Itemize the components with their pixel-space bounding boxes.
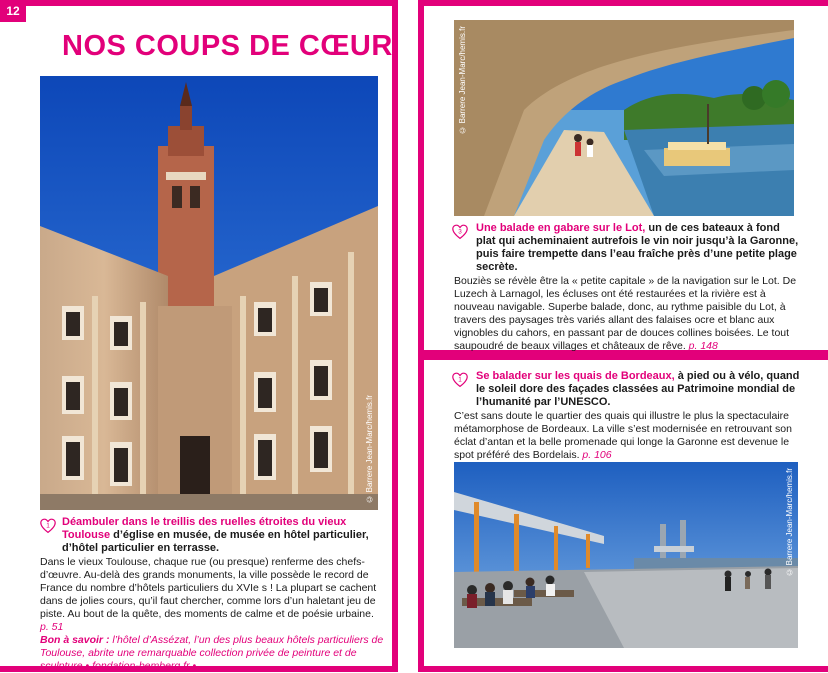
bordeaux-body-text: C’est sans doute le quartier des quais qui illustre le plus la spectaculaire métamorphose de Bordeaux. La ville s’est modernisée en retrouvant son éclat d’antan et la belle promenade qui longe la Garonne est devenue le spot préféré des Bordelais.	[454, 410, 792, 461]
lot-photo-credit: © Barrere Jean-Marc/hemis.fr	[458, 26, 467, 135]
bordeaux-item-number: 1	[458, 376, 462, 384]
item-body	[40, 556, 385, 634]
right-page	[418, 0, 828, 672]
page-number: 12	[0, 0, 26, 22]
bordeaux-quays-photo	[454, 462, 798, 648]
bordeaux-body	[454, 410, 802, 462]
toulouse-hotel-photo	[40, 76, 378, 510]
page-title: NOS COUPS DE CŒUR	[62, 30, 393, 62]
bon-a-savoir-label: Bon à savoir :	[40, 634, 110, 646]
spread-gutter	[398, 0, 418, 672]
bon-a-savoir	[40, 634, 385, 673]
item-lead-rest: d’église en musée, de musée en hôtel particulier, d’hôtel particulier en terrasse.	[62, 529, 369, 554]
coup-de-coeur-item	[40, 516, 385, 673]
bon-a-savoir-text: l’hôtel d’Assézat, l’un des plus beaux hôtels particuliers de Toulouse, abrite une remarquable collection privée de peinture et de sculpture • fondation-bemberg.fr •	[40, 634, 384, 672]
lot-card	[418, 0, 828, 356]
lot-lead	[476, 222, 802, 274]
bordeaux-quays-illustration	[454, 462, 798, 648]
photo-credit: © Barrere Jean-Marc/hemis.fr	[365, 395, 374, 504]
bordeaux-lead-highlight: Se balader sur les quais de Bordeaux,	[476, 370, 675, 382]
bordeaux-lead-rest: à pied ou à vélo, quand le soleil dore des façades classées au Patrimoine mondial de l’humanité par l’UNESCO.	[476, 370, 800, 408]
left-page	[0, 0, 398, 672]
item-body-text: Dans le vieux Toulouse, chaque rue (ou presque) renferme des chefs-d’œuvre. Au-delà des grands monuments, la ville possède le record de France du nombre d’hôtels particuliers du XVIe s ! La plupart se cachent dans de jolies cours, qu’il faut chercher, comme lors d’un haletant jeu de piste. Au bout de la quête, des moments de calme et de poésie urbaine.	[40, 556, 377, 620]
item-number: 1	[46, 522, 50, 530]
bordeaux-photo-credit: © Barrere Jean-Marc/hemis.fr	[785, 468, 794, 577]
lot-item	[454, 222, 802, 353]
lot-body	[454, 275, 802, 353]
lot-lead-highlight: Une balade en gabare sur le Lot,	[476, 222, 646, 234]
lot-page-ref: p. 148	[688, 340, 718, 352]
lot-body-text: Bouziès se révèle être la « petite capitale » de la navigation sur le Lot. De Luzech à Larnagol, les écluses ont été restaurées et la rivière est à nouveau navigable. Superbe balade, donc, au rythme paisible du Lot, à travers des paysages très variés allant des falaises ocre et blanc aux vignobles du cahors, en passant par de douces collines boisées. Le tout saupoudré de beaux villages et châteaux de rêve.	[454, 275, 797, 352]
lot-item-number: 3	[458, 228, 462, 236]
bordeaux-lead	[476, 370, 802, 409]
heart-number-icon	[40, 518, 56, 534]
bordeaux-item	[454, 370, 802, 462]
lot-river-illustration	[454, 20, 794, 216]
heart-number-icon	[452, 372, 468, 388]
lot-lead-rest: un de ces bateaux à fond plat qui acheminaient autrefois le vin noir jusqu’à la Garonne, puis faire trempette dans l’eau fraîche près d’une petite plage secrète.	[476, 222, 799, 273]
bordeaux-card	[418, 354, 828, 672]
item-lead-highlight: Déambuler dans le treillis des ruelles étroites du vieux Toulouse	[62, 516, 347, 541]
item-page-ref: p. 51	[40, 621, 64, 633]
toulouse-hotel-illustration	[40, 76, 378, 510]
bordeaux-page-ref: p. 106	[582, 449, 612, 461]
lot-gabare-photo	[454, 20, 794, 216]
item-lead	[62, 516, 385, 555]
heart-number-icon	[452, 224, 468, 240]
